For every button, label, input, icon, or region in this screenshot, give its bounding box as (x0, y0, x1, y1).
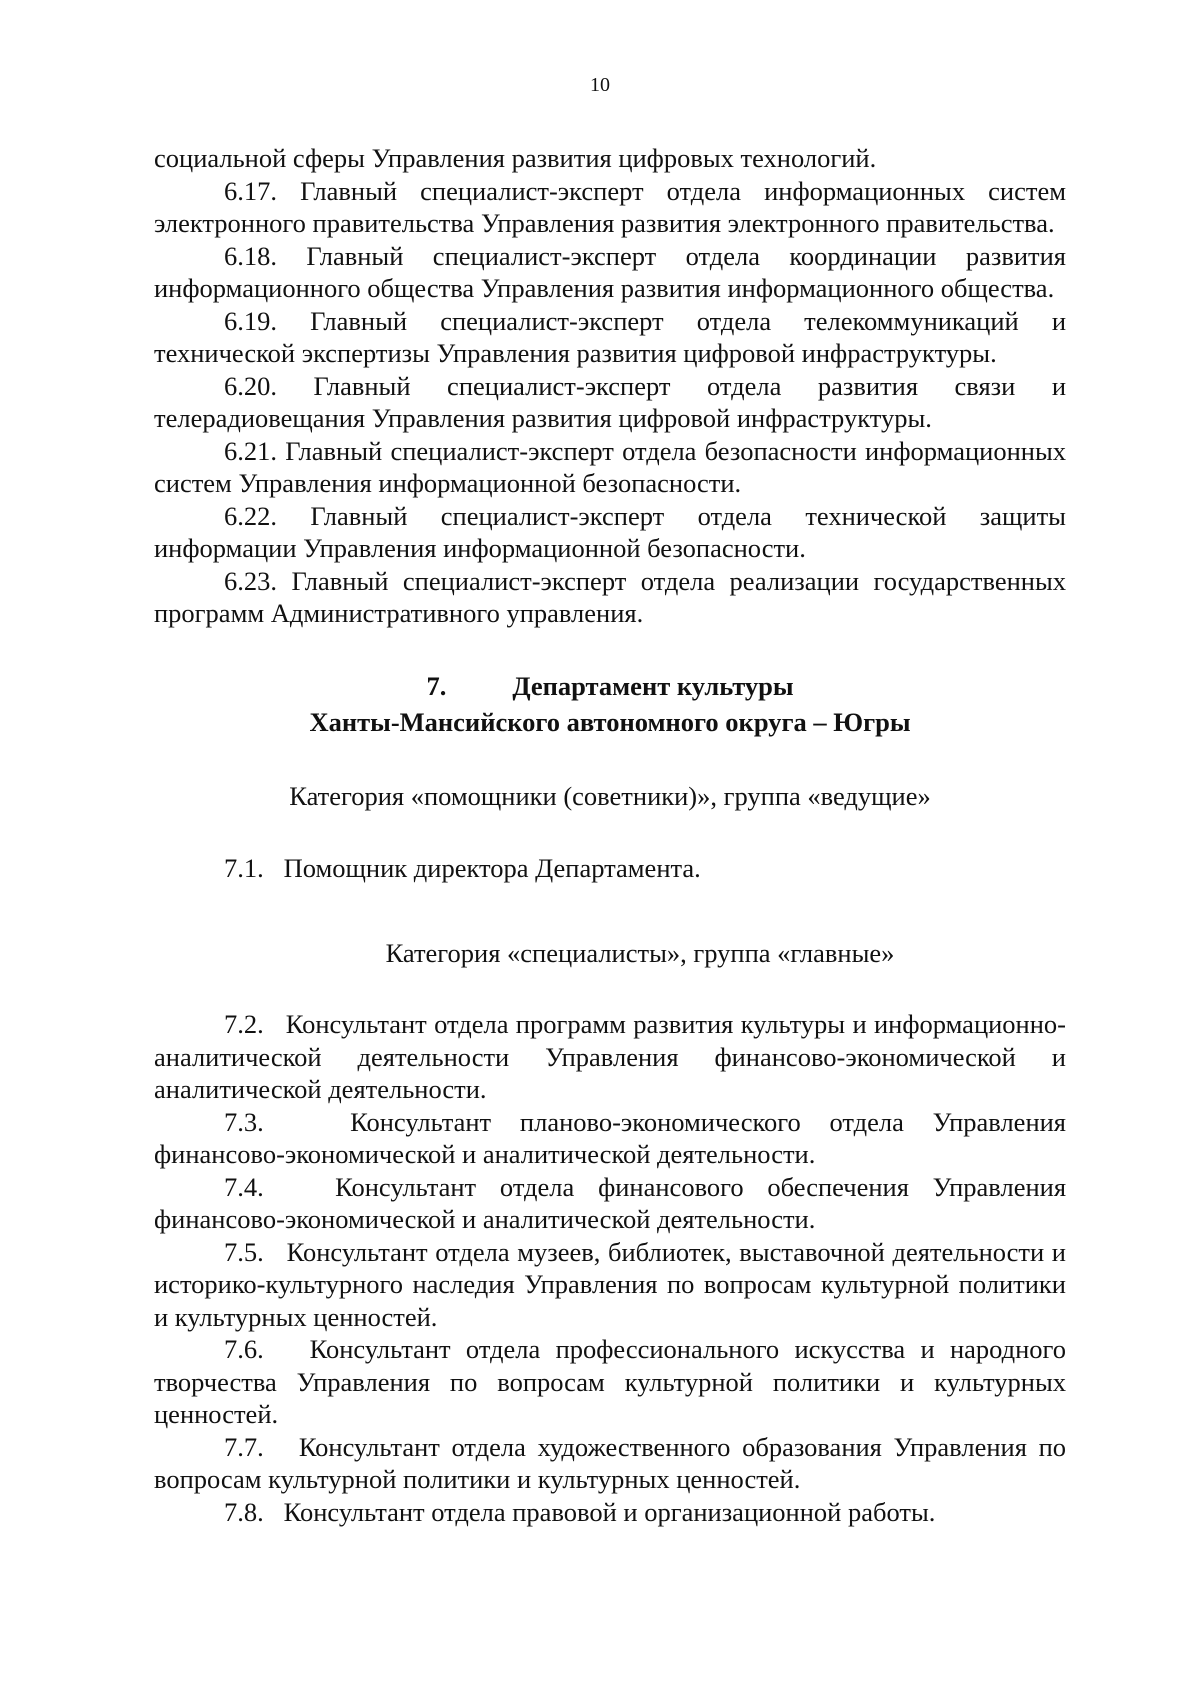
item-text: Главный специалист-эксперт отдела безопасности информационных систем Управления информационной безопасности. (154, 435, 1067, 498)
item-number: 6.23. (224, 565, 277, 596)
item-text: Консультант планово-экономического отдела Управления финансово-экономической и аналитической деятельности. (154, 1106, 1066, 1169)
item-text: Главный специалист-эксперт отдела координации развития информационного общества Управления развития информационного общества. (154, 240, 1066, 303)
item-text: Главный специалист-эксперт отдела технической защиты информации Управления информационной безопасности. (154, 500, 1066, 563)
item-number: 7.3. (224, 1106, 264, 1137)
item-text: Консультант отдела программ развития культуры и информационно-аналитической деятельности Управления финансово-экономической и аналитической деятельности. (154, 1009, 1066, 1104)
list-item (154, 1008, 1066, 1106)
item-text: Главный специалист-эксперт отдела реализации государственных программ Административного управления. (154, 565, 1066, 628)
item-number: 6.19. (224, 305, 277, 336)
list-item (154, 370, 1066, 435)
section-title-line1 (154, 668, 1066, 704)
item-number: 7.1. (224, 853, 264, 883)
spacer (154, 969, 1066, 1008)
section-number: 7. (426, 670, 447, 701)
category-heading-advisors: Категория «помощники (советники)», группа «ведущие» (289, 780, 931, 811)
item-text: Консультант отдела профессионального искусства и народного творчества Управления по вопросам культурной политики и культурных ценностей. (154, 1334, 1067, 1429)
item-number: 7.8. (224, 1496, 264, 1527)
item-text: Консультант отдела финансового обеспечения Управления финансово-экономической и аналитической деятельности. (154, 1171, 1067, 1234)
list-section-7 (154, 1008, 1066, 1528)
item-number: 7.5. (224, 1236, 264, 1267)
list-item (154, 305, 1066, 370)
item-number: 6.21. (224, 435, 277, 466)
list-item (154, 1106, 1066, 1171)
category-heading-specialists: Категория «специалисты», группа «главные» (385, 937, 895, 968)
list-item (154, 240, 1066, 305)
item-number: 6.20. (224, 370, 277, 401)
item-number: 6.18. (224, 240, 277, 271)
item-number: 7.4. (224, 1171, 264, 1202)
item-text: Главный специалист-эксперт отдела развития связи и телерадиовещания Управления развития цифровой инфраструктуры. (154, 370, 1067, 433)
item-text: Консультант отдела музеев, библиотек, выставочной деятельности и историко-культурного наследия Управления по вопросам культурной политики и культурных ценностей. (154, 1236, 1066, 1332)
item-text: Консультант отдела художественного образования Управления по вопросам культурной политики и культурных ценностей. (154, 1431, 1067, 1494)
item-text: Главный специалист-эксперт отдела информационных систем электронного правительства Управления развития электронного правительства. (154, 175, 1066, 238)
item-text: Помощник директора Департамента. (283, 853, 701, 883)
list-item (154, 175, 1066, 240)
list-item (154, 852, 1066, 885)
item-number: 7.2. (224, 1009, 264, 1039)
item-text: Главный специалист-эксперт отдела телекоммуникаций и технической экспертизы Управления развития цифровой инфраструктуры. (154, 305, 1066, 368)
list-item (154, 1333, 1066, 1431)
page-number: 10 (590, 74, 610, 96)
list-item (154, 1171, 1066, 1236)
list-item (154, 565, 1066, 630)
item-number: 6.22. (224, 500, 277, 531)
item-number: 7.6. (224, 1334, 264, 1364)
list-item (154, 1236, 1066, 1334)
intro-line: социальной сферы Управления развития цифровых технологий. (154, 143, 877, 173)
list-item (154, 1431, 1066, 1496)
section-title-line2: Ханты-Мансийского автономного округа – Югры (309, 706, 911, 737)
section-name: Департамент культуры (512, 670, 794, 701)
list-item (154, 500, 1066, 565)
item-number: 7.7. (224, 1431, 264, 1462)
list-item (154, 1496, 1066, 1529)
list-item (154, 435, 1066, 500)
item-text: Консультант отдела правовой и организационной работы. (283, 1496, 936, 1527)
item-number: 6.17. (224, 175, 277, 206)
list-section-6 (154, 175, 1066, 630)
document-body (154, 142, 1066, 1528)
